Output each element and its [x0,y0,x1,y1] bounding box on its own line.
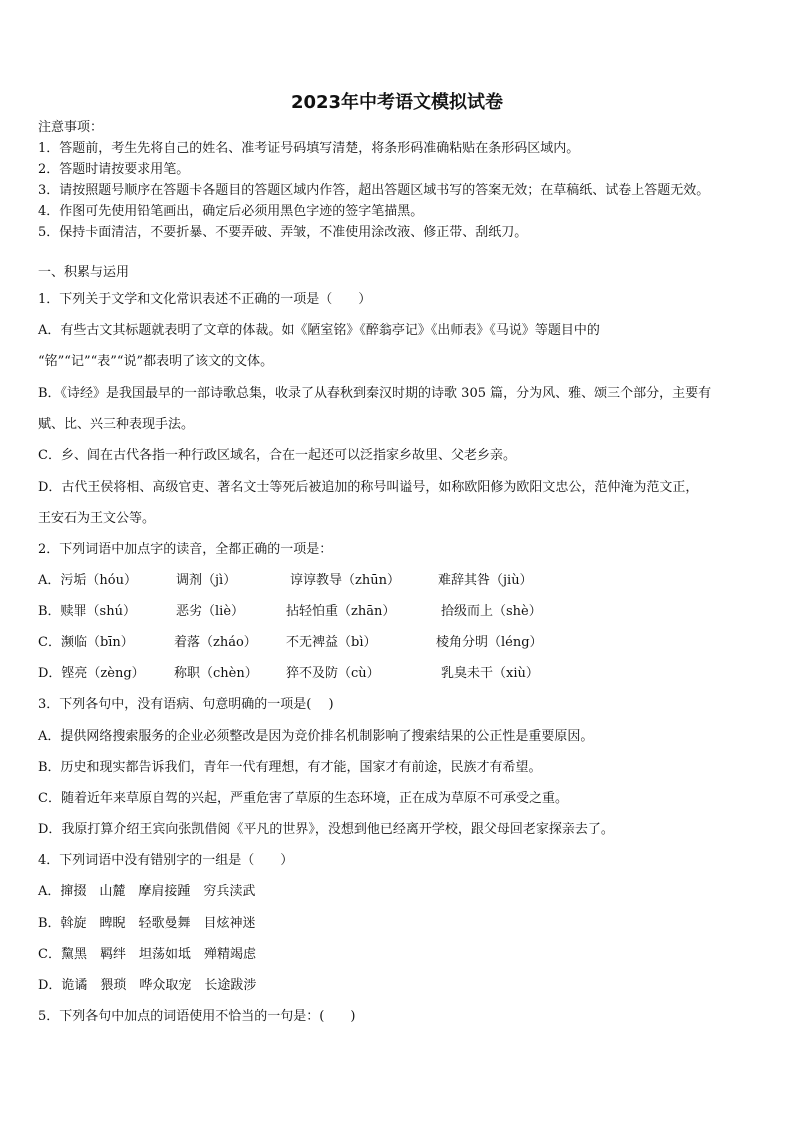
question-3-option-c: C．随着近年来草原自驾的兴起，严重危害了草原的生态环境，正在成为草原不可承受之重。 [38,791,568,806]
question-1-option-b-cont: 赋、比、兴三种表现手法。 [38,417,195,432]
page-title: 2023年中考语文模拟试卷 [290,92,504,113]
option-word: 猝不及防（cù） [286,666,380,681]
question-1-option-d: D．古代王侯将相、高级官吏、著名文士等死后被追加的称号叫谥号，如称欧阳修为欧阳文忠公，范仲淹为范文正， [38,480,699,495]
notice-heading: 注意事项： [38,120,104,135]
question-4-stem: 4．下列词语中没有错别字的一组是（ ） [38,853,294,868]
question-4-option-d: D．诡谲 猥琐 哗众取宠 长途跋涉 [38,978,257,993]
option-word: 调剂（jì） [176,573,237,588]
option-word: 恶劣（liè） [176,604,245,619]
question-5-stem: 5．下列各句中加点的词语使用不恰当的一句是：( ) [38,1009,356,1024]
question-1-option-a: A．有些古文其标题就表明了文章的体裁。如《陋室铭》《醉翁亭记》《出师表》《马说》等题目中的 [38,323,600,338]
question-3-stem: 3．下列各句中，没有语病、句意明确的一项是( ) [38,697,334,712]
question-3-option-d: D．我原打算介绍王宾向张凯借阅《平凡的世界》，没想到他已经离开学校，跟父母回老家探亲去了。 [38,822,614,837]
option-word: 乳臭未干（xiù） [441,666,539,681]
option-word: 谆谆教导（zhūn） [290,573,400,588]
section-heading: 一、积累与运用 [38,265,130,280]
option-word: A．污垢（hóu） [38,573,137,588]
question-3-option-b: B．历史和现实都告诉我们，青年一代有理想，有才能，国家才有前途，民族才有希望。 [38,760,542,775]
question-4-option-a: A．撺掇 山麓 摩肩接踵 穷兵渎武 [38,884,256,899]
option-word: 拾级而上（shè） [441,604,542,619]
option-word: D．铿亮（zèng） [38,666,145,681]
notice-item: 2．答题时请按要求用笔。 [38,162,190,177]
option-word: 拈轻怕重（zhān） [286,604,396,619]
question-1-option-d-cont: 王安石为王文公等。 [38,511,156,526]
question-1-option-c: C．乡、闾在古代各指一种行政区域名，合在一起还可以泛指家乡故里、父老乡亲。 [38,448,516,463]
notice-item: 3．请按照题号顺序在答题卡各题目的答题区域内作答，超出答题区域书写的答案无效；在草稿纸、试卷上答题无效。 [38,183,710,198]
option-word: 不无裨益（bì） [286,635,377,650]
notice-item: 5．保持卡面清洁，不要折暴、不要弄破、弄皱，不准使用涂改液、修正带、刮纸刀。 [38,225,528,240]
question-2-stem: 2．下列词语中加点字的读音，全都正确的一项是： [38,542,333,557]
option-word: C．濒临（bīn） [38,635,134,650]
question-1-option-a-cont: “铭”“记”“表”“说”都表明了该文的文体。 [38,354,274,369]
question-4-option-b: B．斡旋 睥睨 轻歌曼舞 目炫神迷 [38,916,256,931]
option-word: 难辞其咎（jiù） [438,573,533,588]
question-4-option-c: C．黧黑 羁绊 坦荡如坻 殚精竭虑 [38,947,256,962]
question-1-stem: 1．下列关于文学和文化常识表述不正确的一项是（ ） [38,292,372,307]
question-3-option-a: A．提供网络搜索服务的企业必须整改是因为竞价排名机制影响了搜索结果的公正性是重要原因。 [38,729,594,744]
notice-item: 4．作图可先使用铅笔画出，确定后必须用黑色字迹的签字笔描黑。 [38,204,424,219]
question-1-option-b: B．《诗经》是我国最早的一部诗歌总集，收录了从春秋到秦汉时期的诗歌 305 篇，分为风、雅、颂三个部分，主要有 [38,386,712,401]
option-word: 称职（chèn） [174,666,258,681]
option-word: B．赎罪（shú） [38,604,136,619]
option-word: 着落（zháo） [174,635,257,650]
notice-item: 1．答题前，考生先将自己的姓名、准考证号码填写清楚，将条形码准确粘贴在条形码区域内。 [38,141,580,156]
option-word: 棱角分明（léng） [436,635,543,650]
